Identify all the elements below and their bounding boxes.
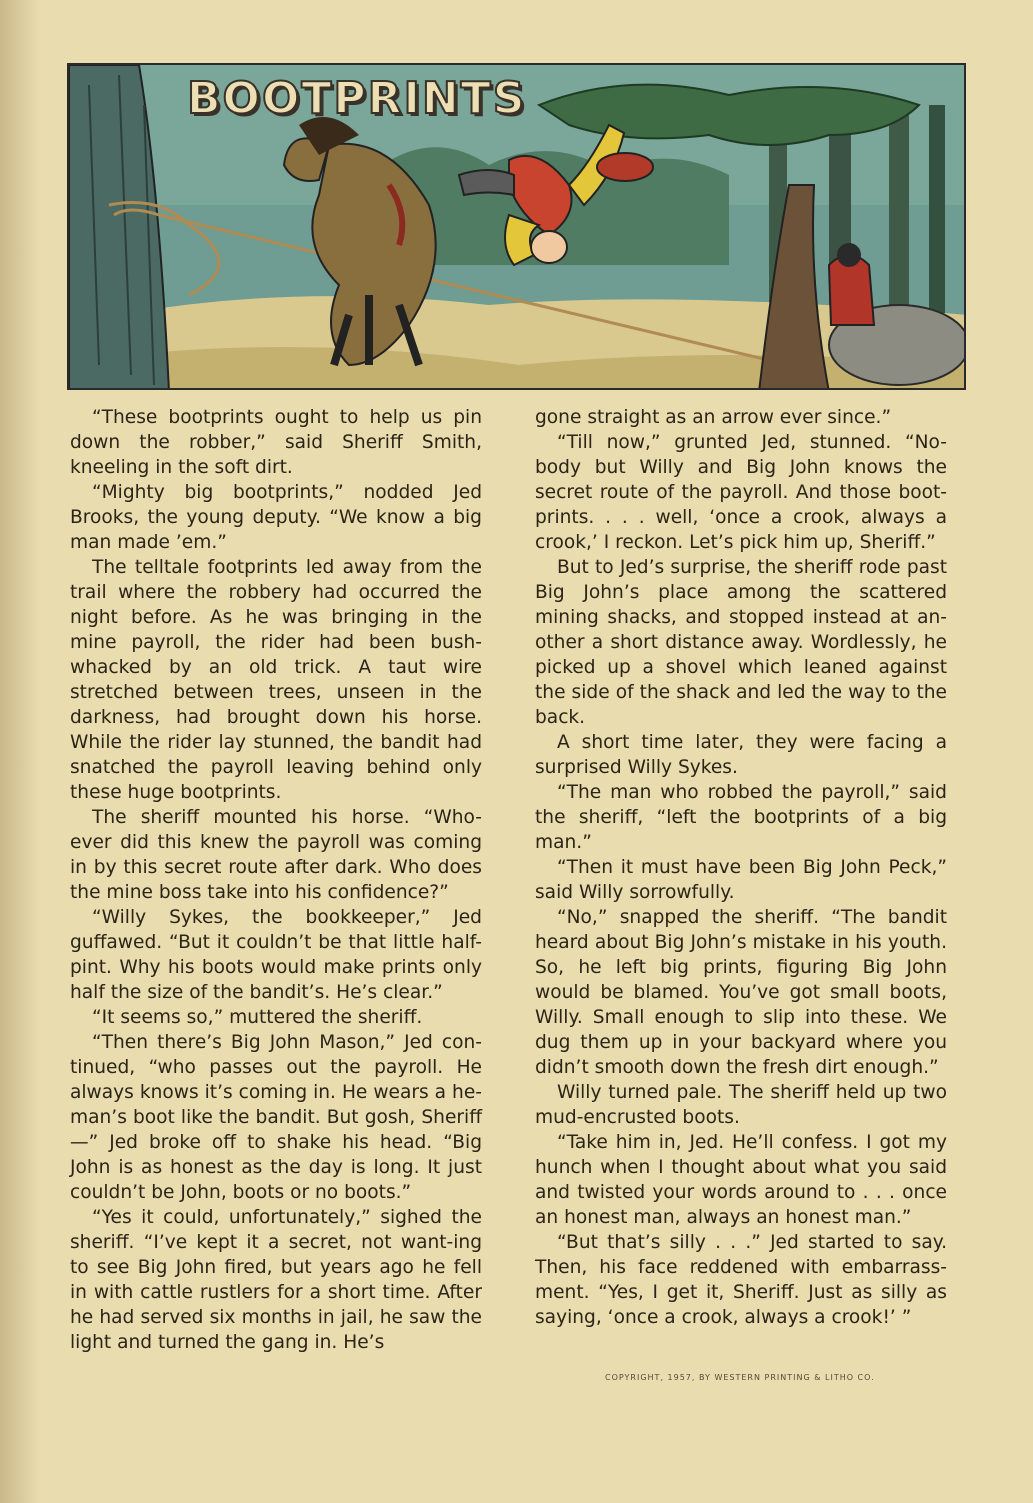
paragraph: Willy turned pale. The sheriff held up two mud-encrusted boots. xyxy=(535,1082,947,1128)
page-gutter-shadow xyxy=(0,0,40,1503)
story-title: BOOTPRINTS xyxy=(187,73,527,124)
copyright-notice: COPYRIGHT, 1957, BY WESTERN PRINTING & LITHO CO. xyxy=(605,1373,875,1382)
paragraph: “Willy Sykes, the bookkeeper,” Jed guffawed. “But it couldn’t be that little half-pint. Why his boots would make prints only half the size of the bandit’s. He’s clear.” xyxy=(70,907,482,1003)
paragraph: “Then there’s Big John Mason,” Jed con-tinued, “who passes out the payroll. He always knows it’s coming in. He wears a he-man’s boot like the bandit. But gosh, Sheriff—” Jed broke off to shake his head. “Big John is as honest as the day is long. It just couldn’t be John, boots or no boots.” xyxy=(70,1032,482,1203)
paragraph-continued: gone straight as an arrow ever since.” xyxy=(535,407,892,428)
paragraph: “Mighty big bootprints,” nodded Jed Brooks, the young deputy. “We know a big man made ’em.” xyxy=(70,482,482,553)
story-illustration xyxy=(67,63,966,390)
paragraph: “No,” snapped the sheriff. “The bandit heard about Big John’s mistake in his youth. So, he left big prints, figuring Big John would be blamed. You’ve got small boots, Willy. Small enough to slip into these. We dug them up in your backyard where you didn’t smooth down the fresh dirt enough.” xyxy=(535,907,947,1078)
paragraph: “Yes it could, unfortunately,” sighed the sheriff. “I’ve kept it a secret, not want-ing to see Big John fired, but years ago he fell in with cattle rustlers for a short time. After he had served six months in jail, he saw the light and turned the gang in. He’s xyxy=(70,1207,482,1353)
paragraph: “Till now,” grunted Jed, stunned. “No-body but Willy and Big John knows the secret route of the payroll. And those boot-prints. . . . well, ‘once a crook, always a crook,’ I reckon. Let’s pick him up, Sheriff.” xyxy=(535,432,947,553)
paragraph: “These bootprints ought to help us pin down the robber,” said Sheriff Smith, kneeling in the soft dirt. xyxy=(70,407,482,478)
text-column-left xyxy=(70,405,482,1355)
paragraph: A short time later, they were facing a surprised Willy Sykes. xyxy=(535,732,947,778)
paragraph: “Take him in, Jed. He’ll confess. I got my hunch when I thought about what you said and twisted your words around to . . . once an honest man, always an honest man.” xyxy=(535,1132,947,1228)
paragraph: But to Jed’s surprise, the sheriff rode past Big John’s place among the scattered mining shacks, and stopped instead at an-other a short distance away. Wordlessly, he picked up a shovel which leaned against the side of the shack and led the way to the back. xyxy=(535,557,947,728)
text-column-right xyxy=(535,405,947,1330)
paragraph: The telltale footprints led away from the trail where the robbery had occurred the night before. As he was bringing in the mine payroll, the rider had been bush-whacked by an old trick. A taut wire stretched between trees, unseen in the darkness, had brought down his horse. While the rider lay stunned, the bandit had snatched the payroll leaving behind only these huge bootprints. xyxy=(70,557,482,803)
paragraph: “The man who robbed the payroll,” said the sheriff, “left the bootprints of a big man.” xyxy=(535,782,947,853)
paragraph: “It seems so,” muttered the sheriff. xyxy=(92,1007,423,1028)
paragraph: “Then it must have been Big John Peck,” said Willy sorrowfully. xyxy=(535,857,947,903)
paragraph: The sheriff mounted his horse. “Who-ever did this knew the payroll was coming in by this secret route after dark. Who does the mine boss take into his confidence?” xyxy=(70,807,482,903)
paragraph: “But that’s silly . . .” Jed started to say. Then, his face reddened with embarrass-ment. “Yes, I get it, Sheriff. Just as silly as saying, ‘once a crook, always a crook!’ ” xyxy=(535,1232,947,1328)
